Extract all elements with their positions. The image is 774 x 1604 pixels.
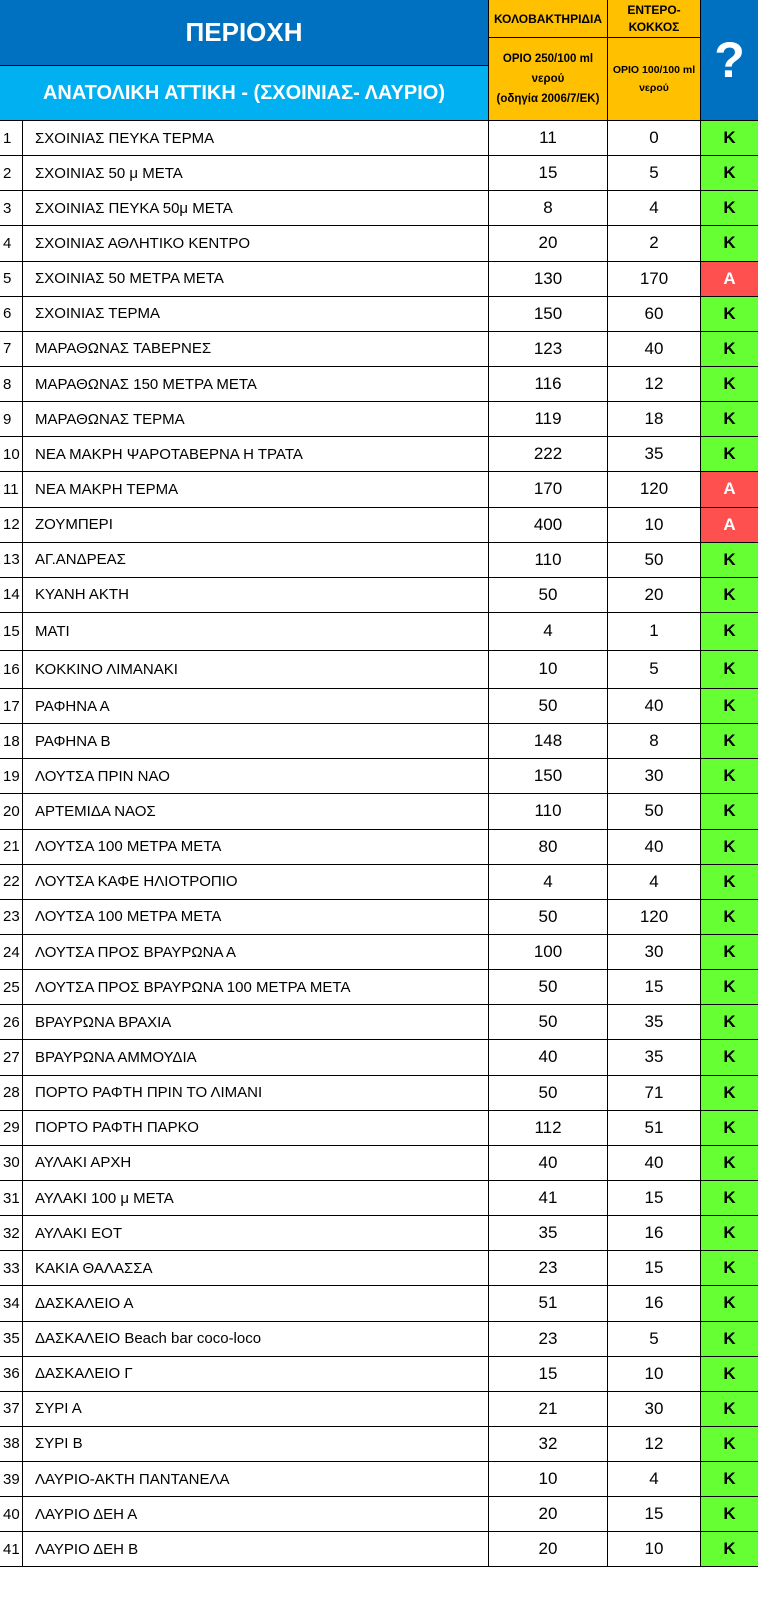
status-header: ? [701,0,758,121]
coliform-value: 119 [489,402,608,436]
table-row [0,794,758,829]
coliform-value: 41 [489,1181,608,1215]
table-row [0,651,758,689]
table-row [0,1532,758,1567]
table-row [0,367,758,402]
row-number: 39 [0,1462,23,1496]
beach-name: ΑΥΛΑΚΙ 100 μ ΜΕΤΑ [23,1181,489,1215]
row-number: 12 [0,508,23,542]
coliform-value: 400 [489,508,608,542]
status-badge: K [701,191,758,225]
status-badge: A [701,262,758,296]
beach-name: ΣΧΟΙΝΙΑΣ ΠΕΥΚΑ ΤΕΡΜΑ [23,121,489,155]
enterococcus-value: 30 [608,1392,701,1426]
table-row [0,437,758,472]
table-row [0,900,758,935]
coliform-value: 148 [489,724,608,758]
row-number: 23 [0,900,23,934]
status-badge: K [701,1251,758,1285]
table-row [0,402,758,437]
beach-name: ΔΑΣΚΑΛΕΙΟ Α [23,1286,489,1320]
table-row [0,191,758,226]
beach-name: ΜΑΡΑΘΩΝΑΣ 150 ΜΕΤΡΑ ΜΕΤΑ [23,367,489,401]
enterococcus-value: 1 [608,613,701,650]
coliform-value: 35 [489,1216,608,1250]
coliform-value: 23 [489,1251,608,1285]
beach-name: ΑΓ.ΑΝΔΡΕΑΣ [23,543,489,577]
beach-name: ΣΥΡΙ Α [23,1392,489,1426]
table-row [0,970,758,1005]
enterococcus-value: 10 [608,1532,701,1566]
enterococcus-value: 35 [608,1005,701,1039]
enterococcus-value: 5 [608,156,701,190]
beach-name: ΛΑΥΡΙΟ-ΑΚΤΗ ΠΑΝΤΑΝΕΛΑ [23,1462,489,1496]
row-number: 30 [0,1146,23,1180]
enterococcus-value: 16 [608,1286,701,1320]
row-number: 7 [0,332,23,366]
beach-name: ΜΑΡΑΘΩΝΑΣ ΤΕΡΜΑ [23,402,489,436]
status-badge: K [701,543,758,577]
coliform-value: 10 [489,1462,608,1496]
coliform-value: 110 [489,543,608,577]
row-number: 27 [0,1040,23,1074]
coliform-value: 4 [489,613,608,650]
status-badge: K [701,794,758,828]
table-row [0,830,758,865]
enterococcus-header-line2: ΚΟΚΚΟΣ [628,19,680,34]
row-number: 19 [0,759,23,793]
coliform-value: 150 [489,297,608,331]
table-row [0,332,758,367]
beach-name: ΛΑΥΡΙΟ ΔΕΗ Α [23,1497,489,1531]
status-badge: K [701,437,758,471]
beach-name: ΣΧΟΙΝΙΑΣ ΑΘΛΗΤΙΚΟ ΚΕΝΤΡΟ [23,226,489,260]
beach-name: ΒΡΑΥΡΩΝΑ ΒΡΑΧΙΑ [23,1005,489,1039]
status-badge: K [701,759,758,793]
table-row [0,1497,758,1532]
status-badge: K [701,1392,758,1426]
enterococcus-value: 15 [608,1181,701,1215]
table-row [0,297,758,332]
row-number: 26 [0,1005,23,1039]
table-row [0,1181,758,1216]
row-number: 24 [0,935,23,969]
coliform-header: ΚΟΛΟΒΑΚΤΗΡΙΔΙΑ [489,0,608,38]
enterococcus-value: 15 [608,1251,701,1285]
row-number: 5 [0,262,23,296]
row-number: 14 [0,578,23,612]
status-badge: K [701,865,758,899]
status-badge: K [701,1040,758,1074]
beach-name: ΝΕΑ ΜΑΚΡΗ ΤΕΡΜΑ [23,472,489,506]
coliform-value: 50 [489,900,608,934]
beach-name: ΝΕΑ ΜΑΚΡΗ ΨΑΡΟΤΑΒΕΡΝΑ Η ΤΡΑΤΑ [23,437,489,471]
enterococcus-value: 40 [608,830,701,864]
coliform-value: 20 [489,1532,608,1566]
beach-name: ΚΟΚΚΙΝΟ ΛΙΜΑΝΑΚΙ [23,651,489,688]
enterococcus-value: 5 [608,651,701,688]
table-header [0,0,758,121]
row-number: 10 [0,437,23,471]
row-number: 1 [0,121,23,155]
status-badge: K [701,1181,758,1215]
beach-name: ΜΑΤΙ [23,613,489,650]
coliform-value: 23 [489,1322,608,1356]
coliform-limit-line1: ΟΡΙΟ 250/100 ml [502,53,594,65]
status-badge: K [701,367,758,401]
coliform-value: 40 [489,1040,608,1074]
area-subtitle: ΑΝΑΤΟΛΙΚΗ ΑΤΤΙΚΗ - (ΣΧΟΙΝΙΑΣ- ΛΑΥΡΙΟ) [0,66,489,121]
enterococcus-value: 40 [608,1146,701,1180]
table-row [0,935,758,970]
beach-name: ΑΥΛΑΚΙ ΑΡΧΗ [23,1146,489,1180]
row-number: 20 [0,794,23,828]
coliform-value: 50 [489,578,608,612]
coliform-value: 110 [489,794,608,828]
enterococcus-limit-line1: ΟΡΙΟ 100/100 ml [612,64,696,76]
enterococcus-value: 30 [608,759,701,793]
status-badge: K [701,689,758,723]
enterococcus-value: 170 [608,262,701,296]
coliform-value: 50 [489,970,608,1004]
beach-name: ΒΡΑΥΡΩΝΑ ΑΜΜΟΥΔΙΑ [23,1040,489,1074]
row-number: 21 [0,830,23,864]
table-row [0,1216,758,1251]
beach-name: ΚΑΚΙΑ ΘΑΛΑΣΣΑ [23,1251,489,1285]
row-number: 11 [0,472,23,506]
coliform-value: 11 [489,121,608,155]
enterococcus-value: 51 [608,1111,701,1145]
enterococcus-value: 4 [608,1462,701,1496]
coliform-value: 80 [489,830,608,864]
table-row [0,1392,758,1427]
coliform-value: 10 [489,651,608,688]
enterococcus-value: 12 [608,1427,701,1461]
coliform-value: 116 [489,367,608,401]
table-row [0,262,758,297]
status-badge: K [701,332,758,366]
table-body [0,121,758,1567]
status-badge: K [701,830,758,864]
status-badge: K [701,1076,758,1110]
coliform-value: 130 [489,262,608,296]
status-badge: K [701,1216,758,1250]
enterococcus-value: 40 [608,689,701,723]
enterococcus-limit-header [608,38,701,121]
table-row [0,1462,758,1497]
status-badge: K [701,1532,758,1566]
beach-name: ΛΟΥΤΣΑ ΠΡΟΣ ΒΡΑΥΡΩΝΑ Α [23,935,489,969]
beach-name: ΛΑΥΡΙΟ ΔΕΗ Β [23,1532,489,1566]
row-number: 6 [0,297,23,331]
status-badge: K [701,226,758,260]
beach-name: ΚΥΑΝΗ ΑΚΤΗ [23,578,489,612]
enterococcus-value: 20 [608,578,701,612]
table-row [0,759,758,794]
coliform-value: 20 [489,226,608,260]
enterococcus-value: 4 [608,191,701,225]
beach-name: ΡΑΦΗΝΑ Α [23,689,489,723]
beach-name: ΛΟΥΤΣΑ ΠΡΟΣ ΒΡΑΥΡΩΝΑ 100 ΜΕΤΡΑ ΜΕΤΑ [23,970,489,1004]
enterococcus-value: 8 [608,724,701,758]
status-badge: K [701,1111,758,1145]
coliform-limit-line2: νερού [531,73,565,85]
enterococcus-value: 50 [608,794,701,828]
status-badge: K [701,1462,758,1496]
beach-name: ΣΧΟΙΝΙΑΣ 50 ΜΕΤΡΑ ΜΕΤΑ [23,262,489,296]
enterococcus-value: 71 [608,1076,701,1110]
enterococcus-value: 15 [608,970,701,1004]
table-row [0,1146,758,1181]
enterococcus-value: 12 [608,367,701,401]
status-badge: K [701,613,758,650]
status-badge: K [701,935,758,969]
row-number: 40 [0,1497,23,1531]
coliform-value: 15 [489,156,608,190]
table-row [0,613,758,651]
enterococcus-value: 35 [608,437,701,471]
row-number: 22 [0,865,23,899]
row-number: 32 [0,1216,23,1250]
table-row [0,865,758,900]
status-badge: K [701,297,758,331]
status-badge: K [701,724,758,758]
status-badge: K [701,578,758,612]
table-row [0,1005,758,1040]
beach-name: ΔΑΣΚΑΛΕΙΟ Beach bar coco-loco [23,1322,489,1356]
enterococcus-value: 5 [608,1322,701,1356]
row-number: 28 [0,1076,23,1110]
beach-name: ΔΑΣΚΑΛΕΙΟ Γ [23,1357,489,1391]
status-badge: K [701,970,758,1004]
enterococcus-value: 18 [608,402,701,436]
coliform-value: 112 [489,1111,608,1145]
beach-name: ΠΟΡΤΟ ΡΑΦΤΗ ΠΡΙΝ ΤΟ ΛΙΜΑΝΙ [23,1076,489,1110]
enterococcus-value: 10 [608,508,701,542]
coliform-value: 50 [489,1076,608,1110]
coliform-value: 123 [489,332,608,366]
beach-name: ΜΑΡΑΘΩΝΑΣ ΤΑΒΕΡΝΕΣ [23,332,489,366]
enterococcus-limit-line2: νερού [639,82,669,94]
row-number: 15 [0,613,23,650]
enterococcus-value: 4 [608,865,701,899]
row-number: 36 [0,1357,23,1391]
status-badge: K [701,121,758,155]
row-number: 29 [0,1111,23,1145]
enterococcus-header [608,0,701,38]
status-badge: A [701,472,758,506]
status-badge: K [701,402,758,436]
coliform-value: 40 [489,1146,608,1180]
coliform-value: 50 [489,689,608,723]
area-title: ΠΕΡΙΟΧΗ [0,0,489,66]
table-row [0,543,758,578]
table-row [0,1427,758,1462]
row-number: 35 [0,1322,23,1356]
beach-name: ΛΟΥΤΣΑ ΚΑΦΕ ΗΛΙΟΤΡΟΠΙΟ [23,865,489,899]
coliform-value: 15 [489,1357,608,1391]
status-badge: K [701,1146,758,1180]
beach-name: ΠΟΡΤΟ ΡΑΦΤΗ ΠΑΡΚΟ [23,1111,489,1145]
status-badge: K [701,1286,758,1320]
table-row [0,1322,758,1357]
enterococcus-value: 120 [608,900,701,934]
enterococcus-value: 2 [608,226,701,260]
enterococcus-value: 40 [608,332,701,366]
table-row [0,472,758,507]
table-row [0,1111,758,1146]
row-number: 38 [0,1427,23,1461]
beach-name: ΑΥΛΑΚΙ ΕΟΤ [23,1216,489,1250]
row-number: 31 [0,1181,23,1215]
table-row [0,1040,758,1075]
table-row [0,1251,758,1286]
beach-name: ΣΥΡΙ Β [23,1427,489,1461]
row-number: 9 [0,402,23,436]
status-badge: K [701,1357,758,1391]
enterococcus-value: 15 [608,1497,701,1531]
table-row [0,226,758,261]
coliform-value: 20 [489,1497,608,1531]
table-row [0,578,758,613]
table-row [0,689,758,724]
table-row [0,156,758,191]
coliform-value: 4 [489,865,608,899]
coliform-value: 222 [489,437,608,471]
status-badge: K [701,1322,758,1356]
row-number: 2 [0,156,23,190]
beach-name: ΛΟΥΤΣΑ 100 ΜΕΤΡΑ ΜΕΤΑ [23,900,489,934]
coliform-limit-header [489,38,608,121]
beach-name: ΖΟΥΜΠΕΡΙ [23,508,489,542]
enterococcus-header-line1: ΕΝΤΕΡΟ- [627,2,681,17]
table-row [0,121,758,156]
table-row [0,724,758,759]
enterococcus-value: 50 [608,543,701,577]
row-number: 25 [0,970,23,1004]
enterococcus-value: 16 [608,1216,701,1250]
enterococcus-value: 60 [608,297,701,331]
coliform-value: 51 [489,1286,608,1320]
row-number: 17 [0,689,23,723]
enterococcus-value: 35 [608,1040,701,1074]
coliform-value: 21 [489,1392,608,1426]
enterococcus-value: 0 [608,121,701,155]
coliform-value: 100 [489,935,608,969]
row-number: 8 [0,367,23,401]
row-number: 4 [0,226,23,260]
status-badge: K [701,651,758,688]
coliform-value: 150 [489,759,608,793]
enterococcus-value: 30 [608,935,701,969]
enterococcus-value: 10 [608,1357,701,1391]
row-number: 18 [0,724,23,758]
status-badge: K [701,900,758,934]
table-row [0,508,758,543]
row-number: 41 [0,1532,23,1566]
table-row [0,1357,758,1392]
beach-name: ΛΟΥΤΣΑ ΠΡΙΝ ΝΑΟ [23,759,489,793]
beach-name: ΣΧΟΙΝΙΑΣ 50 μ ΜΕΤΑ [23,156,489,190]
row-number: 13 [0,543,23,577]
status-badge: K [701,1497,758,1531]
row-number: 34 [0,1286,23,1320]
row-number: 33 [0,1251,23,1285]
row-number: 37 [0,1392,23,1426]
coliform-limit-line3: (οδηγία 2006/7/ΕΚ) [496,93,600,105]
status-badge: A [701,508,758,542]
status-badge: K [701,1005,758,1039]
row-number: 3 [0,191,23,225]
table-row [0,1286,758,1321]
beach-name: ΣΧΟΙΝΙΑΣ ΠΕΥΚΑ 50μ ΜΕΤΑ [23,191,489,225]
status-badge: K [701,156,758,190]
table-row [0,1076,758,1111]
coliform-value: 170 [489,472,608,506]
beach-name: ΑΡΤΕΜΙΔΑ ΝΑΟΣ [23,794,489,828]
coliform-value: 50 [489,1005,608,1039]
enterococcus-value: 120 [608,472,701,506]
row-number: 16 [0,651,23,688]
coliform-value: 8 [489,191,608,225]
beach-name: ΡΑΦΗΝΑ Β [23,724,489,758]
status-badge: K [701,1427,758,1461]
beach-name: ΛΟΥΤΣΑ 100 ΜΕΤΡΑ ΜΕΤΑ [23,830,489,864]
beach-name: ΣΧΟΙΝΙΑΣ ΤΕΡΜΑ [23,297,489,331]
coliform-value: 32 [489,1427,608,1461]
